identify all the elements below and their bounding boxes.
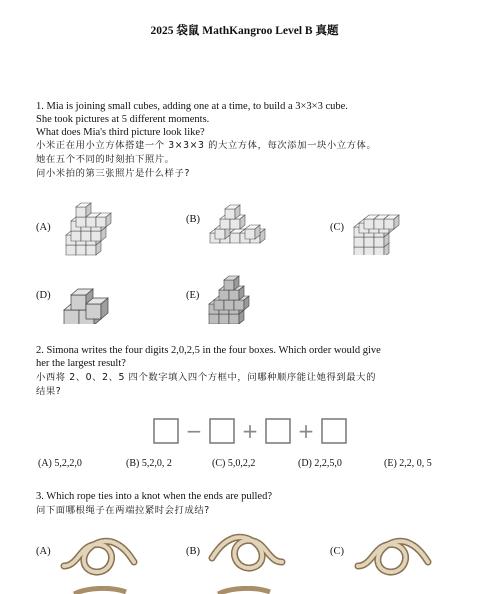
q2-answer-c[interactable]: (C) 5,0,2,2 xyxy=(212,458,256,469)
q3-option-a-rope[interactable] xyxy=(58,528,142,580)
q3-text-cn-1: 问下面哪根绳子在两端拉紧时会打成结? xyxy=(36,505,210,516)
q2-box-2 xyxy=(210,419,234,443)
q1-option-c-label[interactable]: (C) xyxy=(330,222,344,233)
q2-operator-3: + xyxy=(297,419,315,443)
q3-text-en-1: 3. Which rope ties into a knot when the ends are pulled? xyxy=(36,491,272,502)
q1-text-cn-3: 问小米拍的第三张照片是什么样子? xyxy=(36,168,190,179)
q1-option-d-label[interactable]: (D) xyxy=(36,290,51,301)
q2-text-en-2: her the largest result? xyxy=(36,358,126,369)
q2-answer-e[interactable]: (E) 2,2, 0, 5 xyxy=(384,458,432,469)
q1-option-c-figure[interactable] xyxy=(352,203,404,255)
q2-text-cn-1: 小西将 2、0、2、5 四个数字填入四个方框中，问哪种顺序能让她得到最大的 xyxy=(36,372,376,383)
q1-option-a-figure[interactable] xyxy=(60,197,140,259)
q2-box-4 xyxy=(322,419,346,443)
q1-option-a-label[interactable]: (A) xyxy=(36,222,51,233)
q3-next-figure-partial-2 xyxy=(214,586,274,594)
q1-option-d-figure[interactable] xyxy=(60,268,120,324)
q2-text-cn-2: 结果? xyxy=(36,386,62,397)
q1-text-en-3: What does Mia's third picture look like? xyxy=(36,127,205,138)
q2-answer-d[interactable]: (D) 2,2,5,0 xyxy=(298,458,342,469)
q2-answer-b[interactable]: (B) 5,2,0, 2 xyxy=(126,458,172,469)
q1-option-e-figure[interactable] xyxy=(206,264,262,324)
q2-expression xyxy=(148,414,358,448)
q2-answer-a[interactable]: (A) 5,2,2,0 xyxy=(38,458,82,469)
q2-box-3 xyxy=(266,419,290,443)
q3-option-a-label[interactable]: (A) xyxy=(36,546,51,557)
q1-text-cn-1: 小米正在用小立方体搭建一个 3×3×3 的大立方体，每次添加一块小立方体。 xyxy=(36,140,377,151)
q2-operator-2: + xyxy=(241,419,259,443)
q3-next-figure-partial xyxy=(70,586,130,594)
q1-option-b-figure[interactable] xyxy=(206,197,276,245)
q2-box-1 xyxy=(154,419,178,443)
q1-text-cn-2: 她在五个不同的时刻拍下照片。 xyxy=(36,154,175,165)
q3-option-b-label[interactable]: (B) xyxy=(186,546,200,557)
q3-option-c-rope[interactable] xyxy=(352,526,436,580)
q1-text-en-2: She took pictures at 5 different moments. xyxy=(36,114,210,125)
q3-option-c-label[interactable]: (C) xyxy=(330,546,344,557)
q1-option-b-label[interactable]: (B) xyxy=(186,214,200,225)
q1-text-en-1: 1. Mia is joining small cubes, adding one at a time, to build a 3×3×3 cube. xyxy=(36,101,348,112)
q2-operator-1: − xyxy=(185,419,203,443)
q3-option-b-rope[interactable] xyxy=(204,524,288,580)
q1-option-e-label[interactable]: (E) xyxy=(186,290,200,301)
q2-text-en-1: 2. Simona writes the four digits 2,0,2,5 in the four boxes. Which order would give xyxy=(36,345,381,356)
page-title: 2025 袋鼠 MathKangroo Level B 真题 xyxy=(150,25,339,37)
